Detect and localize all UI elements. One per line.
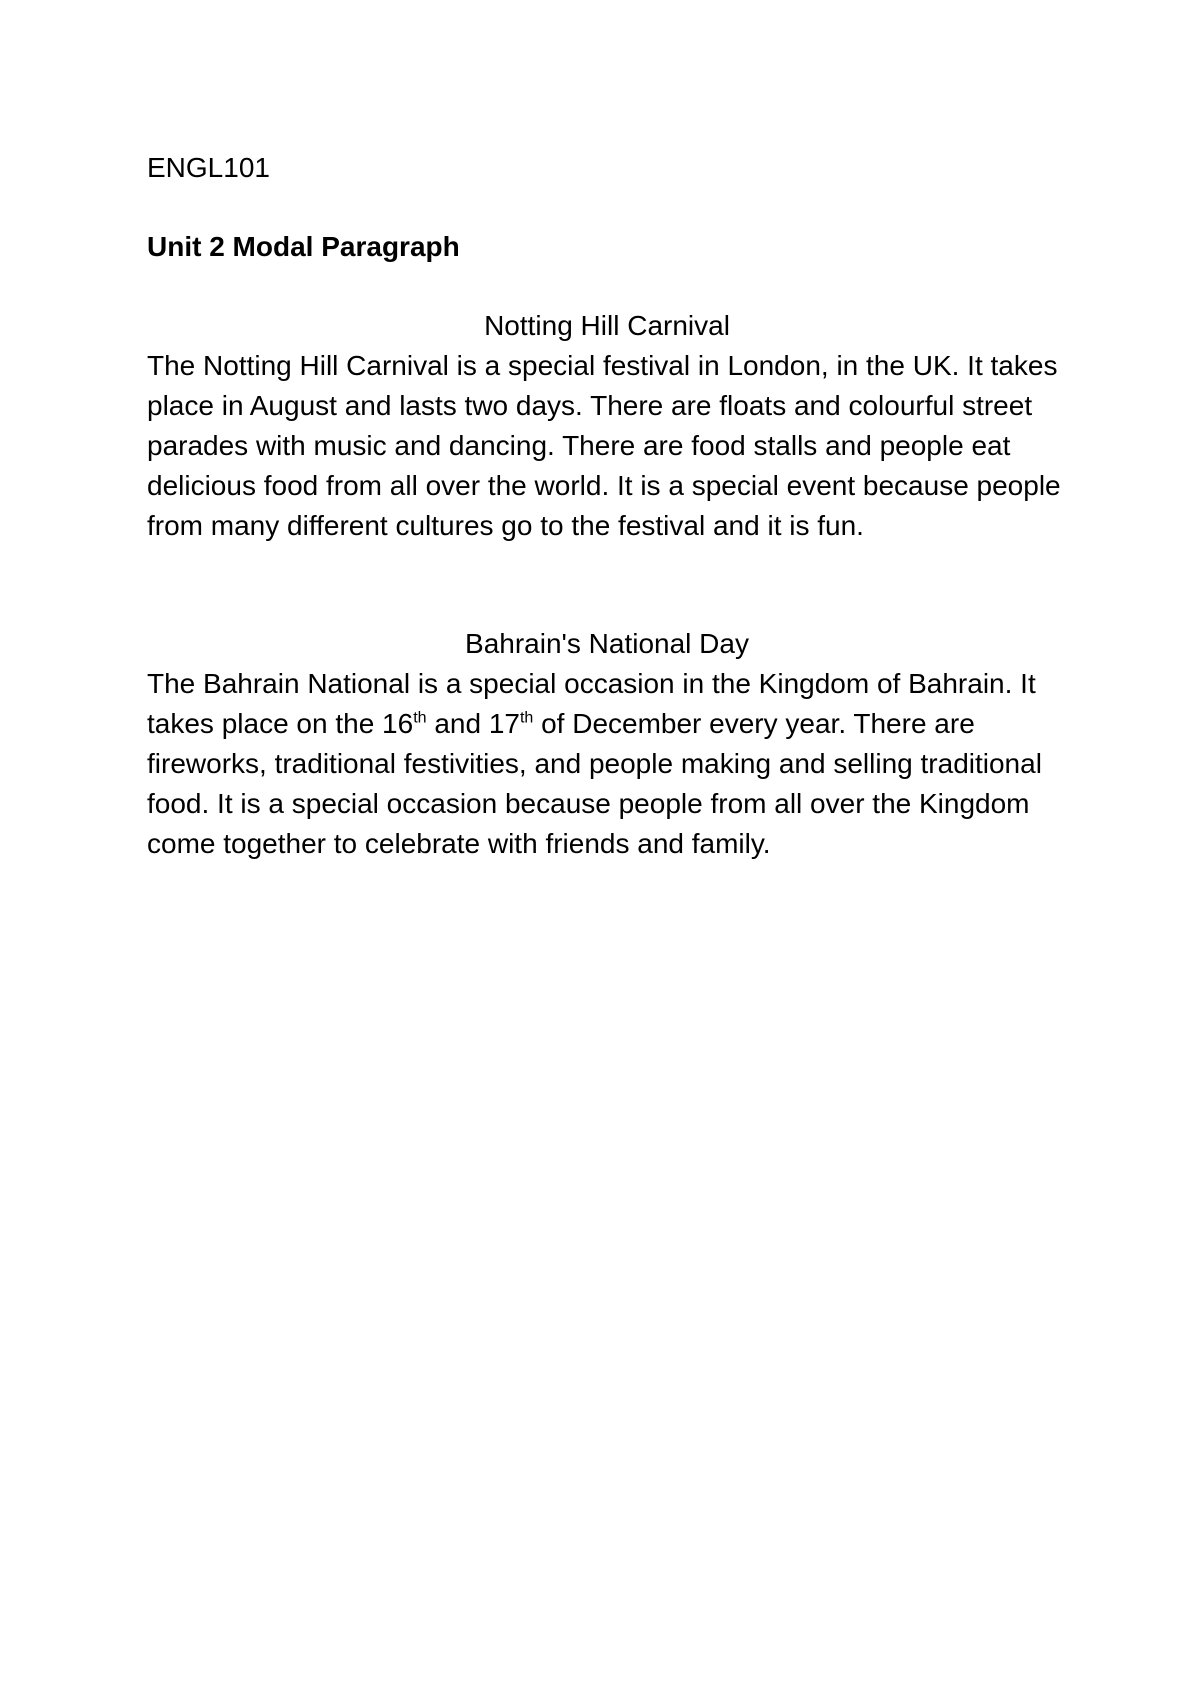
document-content: [147, 148, 1067, 864]
section-paragraph: The Notting Hill Carnival is a special festival in London, in the UK. It takes place in August and lasts two days. There are floats and colourful street parades with music and dancing. There are food stalls and people eat delicious food from all over the world. It is a special event because people from many different cultures go to the festival and it is fun.: [147, 350, 1061, 541]
section-heading: Bahrain's National Day: [465, 628, 749, 659]
section-bahrain-national-day: [147, 624, 1067, 864]
ordinal-suffix: th: [413, 709, 427, 727]
section-notting-hill: [147, 306, 1067, 546]
paragraph-text: and 17: [426, 708, 520, 739]
section-heading: Notting Hill Carnival: [484, 310, 730, 341]
paragraph-text: The Bahrain National is a special occasion in the Kingdom of Bahrain. It takes place on the 16: [147, 668, 1036, 739]
section-paragraph: [147, 664, 1067, 864]
paragraph-text: of December every year. There are fireworks, traditional festivities, and people making and selling traditional food. It is a special occasion because people from all over the Kingdom come together to celebrate with friends and family.: [147, 708, 1042, 859]
course-code: ENGL101: [147, 152, 270, 183]
unit-title: Unit 2 Modal Paragraph: [147, 231, 460, 262]
ordinal-suffix: th: [519, 709, 534, 727]
